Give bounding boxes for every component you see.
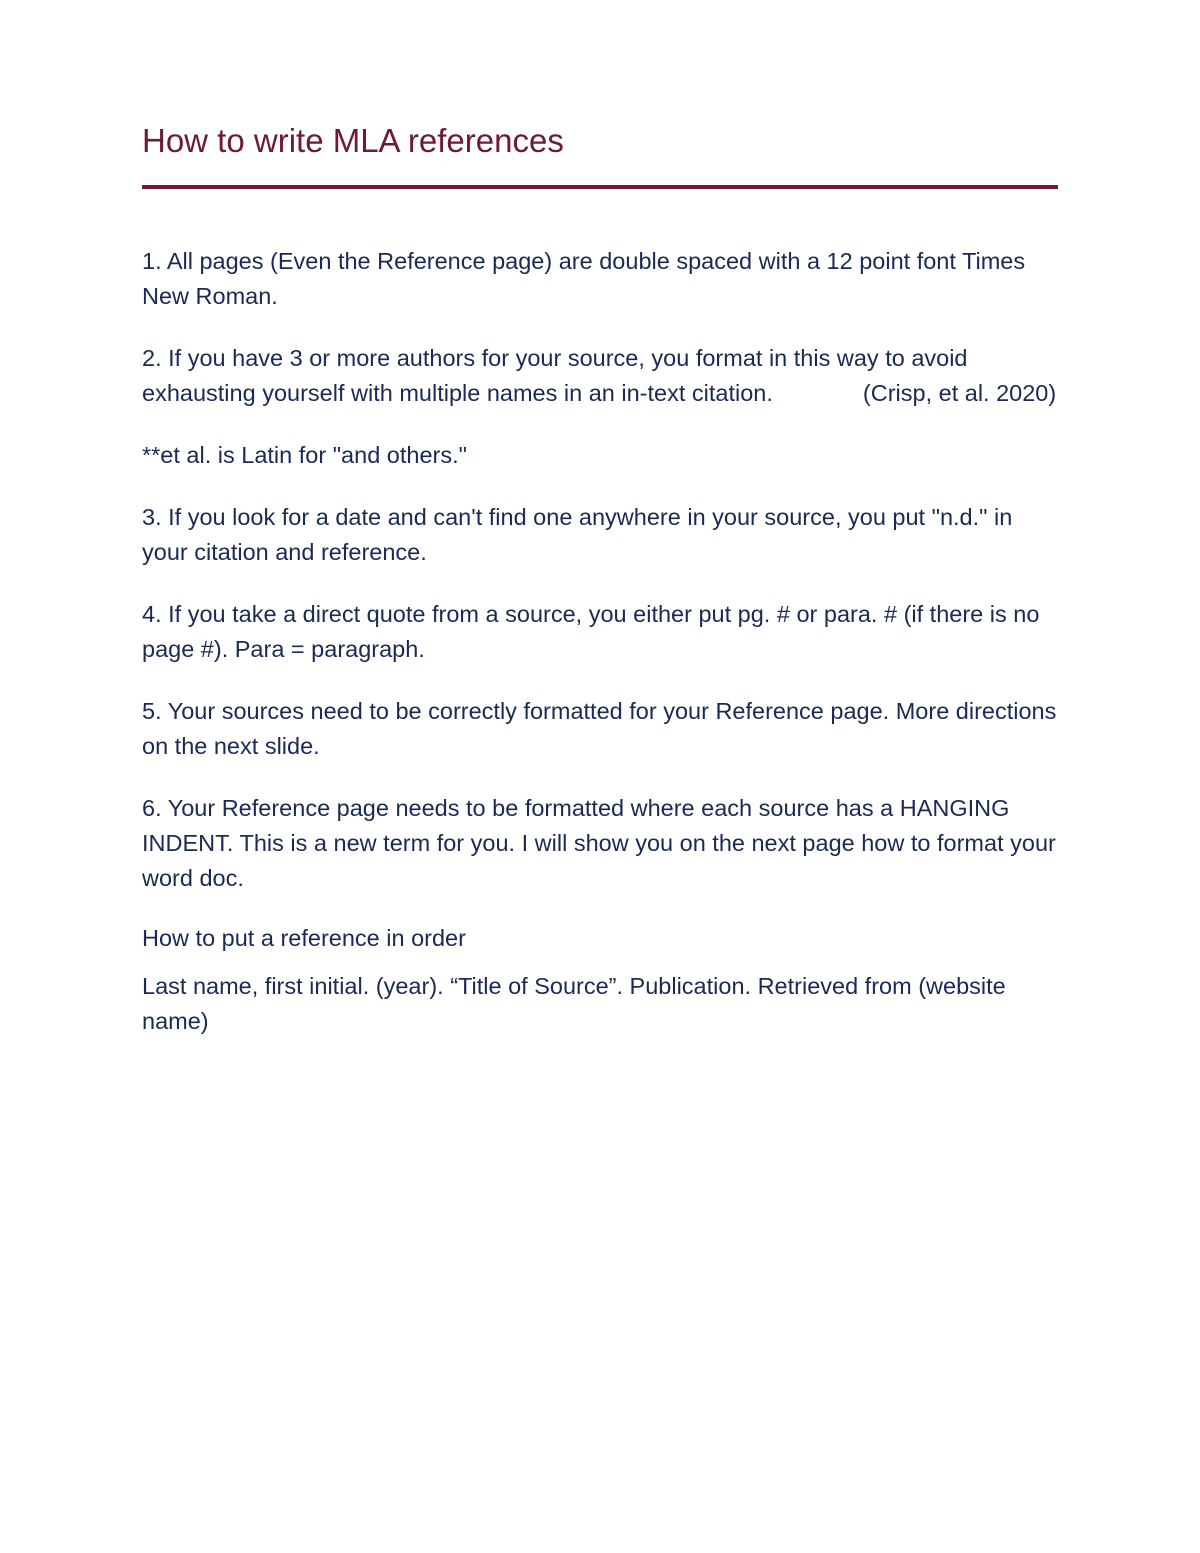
citation-example: (Crisp, et al. 2020) [862,380,1057,406]
list-item-4: 4. If you take a direct quote from a source, you either put pg. # or para. # (if there is no page #). Para = paragraph. [142,601,1040,662]
title-divider [142,185,1058,189]
et-al-note: **et al. is Latin for "and others." [142,442,467,468]
page-title: How to write MLA references [142,122,564,159]
reference-order-heading: How to put a reference in order [142,925,466,951]
document-body [142,244,1062,1039]
list-item-2-text: 2. If you have 3 or more authors for your source, you format in this way to avoid exhausting yourself with multiple names in an in-text citation. [142,345,968,406]
list-item-3: 3. If you look for a date and can't find one anywhere in your source, you put "n.d." in your citation and reference. [142,504,1013,565]
list-item-2 [142,341,1062,411]
list-item-1: 1. All pages (Even the Reference page) are double spaced with a 12 point font Times New Roman. [142,248,1026,309]
list-item-6: 6. Your Reference page needs to be formatted where each source has a HANGING INDENT. This is a new term for you. I will show you on the next page how to format your word doc. [142,795,1056,891]
list-item-5: 5. Your sources need to be correctly formatted for your Reference page. More directions on the next slide. [142,698,1057,759]
reference-format: Last name, first initial. (year). “Title of Source”. Publication. Retrieved from (website name) [142,973,1006,1034]
